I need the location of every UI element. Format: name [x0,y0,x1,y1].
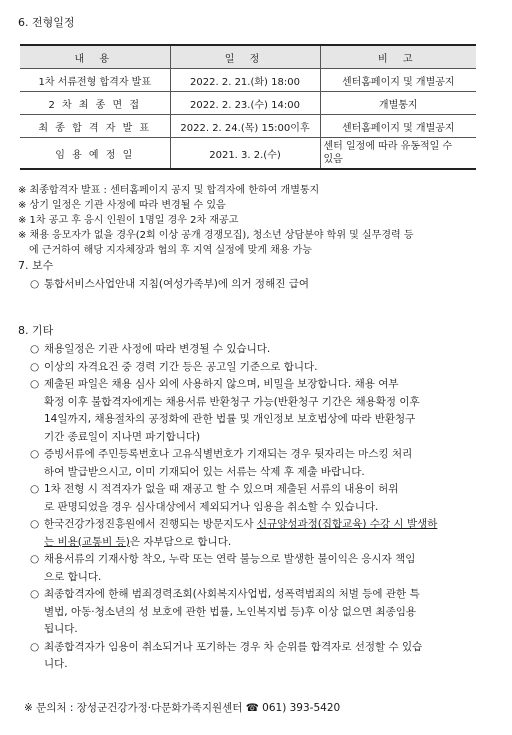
item-line: 하여 발급받으시고, 이미 기재되어 있는 서류는 삭제 후 제출 바랍니다. [44,465,365,478]
list-item [30,586,500,639]
table-row [20,138,476,170]
bullet: ○ [30,378,40,390]
item-line: 이상의 자격요건 중 경력 기간 등은 공고일 기준으로 합니다. [44,360,318,373]
bullet: ○ [30,343,40,355]
bullet: ○ [30,360,40,373]
table-row [20,115,476,138]
list-item [30,639,500,674]
note-text: ※ 최종합격자 발표 : 센터홈페이지 공지 및 합격자에 한하여 개별통지 [18,185,320,196]
schedule-heading: 6. 전형일정 [18,16,75,29]
table-row [20,69,476,92]
table-header-row [20,45,476,69]
list-item [30,359,500,377]
bullet: ○ [30,640,40,653]
list-item [30,276,500,294]
schedule-date: 2022. 2. 23.(수) 14:00 [170,92,320,115]
schedule-date: 2022. 2. 21.(화) 18:00 [170,69,320,92]
item-line: 으로 합니다. [44,570,102,583]
item-line [44,534,500,552]
etc-list [30,341,500,674]
underlined-text: 는 비용(교통비 등) [44,535,130,548]
item-line: 확정 이후 불합격자에게는 채용서류 반환청구 가능(반환청구 기간은 채용확정 이후 [44,395,420,408]
bullet: ○ [30,278,40,290]
list-item [30,446,500,481]
schedule-item: 최 종 합 격 자 발 표 [20,115,170,138]
list-item [30,341,500,359]
schedule-date: 2021. 3. 2.(수) [170,138,320,170]
list-item [30,551,500,586]
item-text: 은 자부담으로 합니다. [129,535,232,548]
list-item [30,376,500,446]
item-text: 통합서비스사업안내 지침(여성가족부)에 의거 정해진 급여 [44,278,309,290]
schedule-item: 1차 서류전형 합격자 발표 [20,69,170,92]
bullet: ○ [30,553,40,565]
underlined-text: 신규양성과정(집합교육) 수강 시 발생하 [256,518,438,530]
item-line: 채용서류의 기재사항 착오, 누락 또는 연락 불능으로 발생한 불이익은 응시자 책임 [44,553,416,565]
schedule-note: 개별통지 [320,92,476,115]
column-header: 내 용 [20,45,170,69]
item-line: 별법, 아동·청소년의 성 보호에 관한 법률, 노인복지법 등)후 이상 없으면 최종임용 [44,605,417,618]
etc-heading: 8. 기타 [18,324,54,337]
bullet: ○ [30,448,40,460]
item-line: 최종합격자가 임용이 취소되거나 포기하는 경우 차 순위를 합격자로 선정할 수 있습 [44,640,423,653]
item-line [44,516,500,534]
schedule-note [320,138,476,170]
schedule-table [20,44,476,170]
item-line: 1차 전형 시 적격자가 없을 때 재공고 할 수 있으며 제출된 서류의 내용이 허위 [44,483,399,495]
schedule-note: 센터홈페이지 및 개별공지 [320,115,476,138]
item-line: 기간 종료일이 지나면 파기합니다) [44,430,201,443]
note-text: ※ 채용 응모자가 없을 경우(2회 이상 공개 경쟁모집), 청소년 상담분야 학위 및 실무경력 등 [18,230,414,241]
schedule-notes [18,183,498,258]
bullet: ○ [30,518,40,530]
schedule-item: 임 용 예 정 일 [20,138,170,170]
note-text: ※ 1차 공고 후 응시 인원이 1명일 경우 2차 재공고 [18,215,239,226]
item-line: 최종합격자에 한해 범죄경력조회(사회복지사업법, 성폭력범죄의 처벌 등에 관한 특 [44,588,420,600]
table-row [20,92,476,115]
column-header: 일 정 [170,45,320,69]
schedule-date: 2022. 2. 24.(목) 15:00이후 [170,115,320,138]
pay-list [30,276,500,294]
schedule-note: 센터홈페이지 및 개별공지 [320,69,476,92]
pay-heading: 7. 보수 [18,259,54,272]
note-line: 있음 [323,154,343,165]
item-line: 니다. [44,658,68,670]
note-text: 에 근거하여 해당 지자체장과 협의 후 지역 실정에 맞게 채용 가능 [29,245,312,256]
item-line: 14일까지, 채용절차의 공정화에 관한 법률 및 개인정보 보호법상에 따라 반환청구 [44,413,416,425]
item-line: 채용일정은 기관 사정에 따라 변경될 수 있습니다. [44,343,271,355]
schedule-item: 2 차 최 종 면 접 [20,92,170,115]
item-line: 로 판명되었을 경우 심사대상에서 제외되거나 임용을 취소할 수 있습니다. [44,500,379,513]
list-item [30,516,500,551]
bullet: ○ [30,483,40,495]
note-text: ※ 상기 일정은 기관 사정에 따라 변경될 수 있음 [18,200,226,211]
column-header: 비 고 [320,45,476,69]
list-item [30,481,500,516]
note-line: 센터 일정에 따라 유동적일 수 [323,141,453,152]
item-line: 됩니다. [44,623,78,635]
item-line: 증빙서류에 주민등록번호나 고유식별번호가 기재되는 경우 뒷자리는 마스킹 처리 [44,448,413,460]
bullet: ○ [30,588,40,600]
item-line: 제출된 파일은 채용 심사 외에 사용하지 않으며, 비밀을 보장합니다. 채용 여부 [44,378,399,390]
item-text: 한국건강가정진흥원에서 진행되는 방문지도사 [44,518,257,530]
contact-info: ※ 문의처 : 장성군건강가정·다문화가족지원센터 ☎ 061) 393-5420 [24,702,341,714]
